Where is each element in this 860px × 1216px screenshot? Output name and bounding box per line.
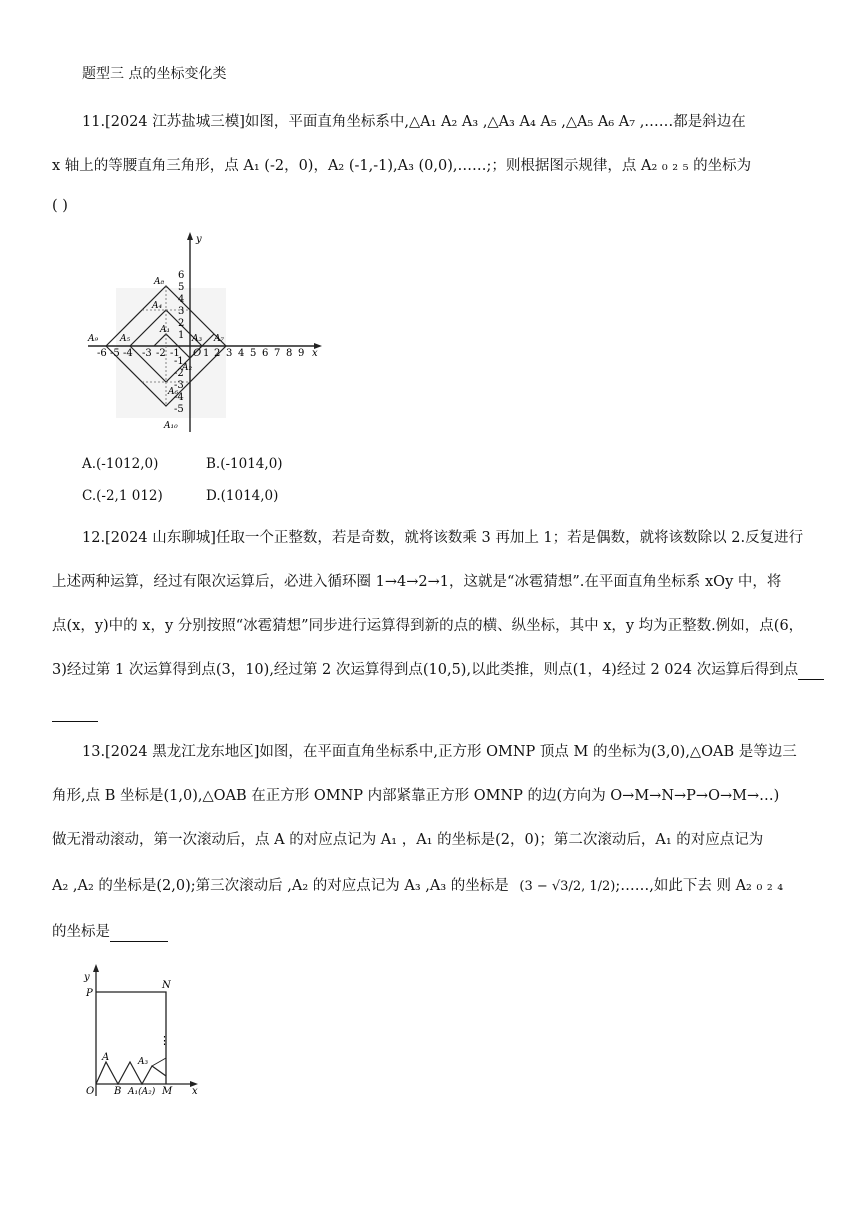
y-tick-label: 6 (178, 270, 185, 281)
q13-a3-formula: (3 − √3/2, 1/2) (519, 879, 616, 894)
triangle-edge (152, 1058, 166, 1066)
point-label: A₁ (160, 325, 171, 335)
q12-answer-blank-part2[interactable] (52, 707, 98, 722)
point-n-label: N (162, 980, 171, 991)
x-axis-label: x (312, 348, 318, 359)
x-tick-label: -5 (110, 348, 120, 359)
x-tick-label: 4 (238, 348, 245, 359)
x-tick-label: 7 (274, 348, 281, 359)
q11-option-a[interactable]: A.(-1012,0) (82, 456, 159, 472)
q13-line-3: 做无滑动滚动，第一次滚动后，点 A 的对应点记为 A₁ ，A₁ 的坐标是(2，0)；第二次滚动后，A₁ 的对应点记为 (52, 832, 764, 848)
point-b-label: B (114, 1086, 122, 1097)
y-tick-label: 1 (178, 330, 185, 341)
q13-line-5 (52, 922, 820, 942)
point-label: A₆ (168, 387, 179, 397)
section-title: 题型三 点的坐标变化类 (82, 66, 227, 82)
point-a-label: A (102, 1052, 110, 1063)
x-tick-label: -2 (156, 348, 166, 359)
q13-line-5-text: 的坐标是 (52, 924, 110, 940)
q13-answer-blank[interactable] (110, 927, 168, 942)
point-p-label: P (86, 988, 93, 999)
q13-line-4-text-a: A₂ ,A₂ 的坐标是(2,0);第三次滚动后 ,A₂ 的对应点记为 A₃ ,A₃ 的坐标是 (52, 878, 509, 894)
q13-line-1: 13.[2024 黑龙江龙东地区]如图，在平面直角坐标系中,正方形 OMNP 顶点 M 的坐标为(3,0),△OAB 是等边三 (82, 744, 797, 760)
y-tick-label: -2 (174, 368, 184, 379)
point-label: A₃ (192, 334, 203, 344)
q13-line-4 (52, 876, 820, 897)
x-tick-label: 6 (262, 348, 269, 359)
point-label: A₅ (120, 334, 131, 344)
y-tick-label: -5 (174, 404, 184, 415)
y-axis-label: y (84, 972, 90, 983)
y-tick-label: 5 (178, 282, 185, 293)
x-tick-label: -4 (123, 348, 133, 359)
q12-line-2: 上述两种运算，经过有限次运算后，必进入循环圈 1→4→2→1，这就是“冰雹猜想”.在平面直角坐标系 xOy 中，将 (52, 574, 782, 590)
y-tick-label: 2 (178, 318, 185, 329)
x-tick-label: -6 (97, 348, 107, 359)
q12-line-4 (52, 660, 820, 680)
point-a1-a2-label: A₁(A₂) (128, 1087, 156, 1097)
q11-answer-bracket: ( ) (52, 198, 68, 214)
y-axis-arrow (93, 964, 99, 972)
origin-label: O (193, 348, 202, 359)
y-axis-label: y (196, 234, 202, 245)
point-m-label: M (162, 1086, 173, 1097)
x-tick-label: 2 (214, 348, 221, 359)
q13-figure (82, 962, 202, 1098)
q13-square-plot (82, 962, 202, 1098)
q11-line-1: 11.[2024 江苏盐城三模]如图，平面直角坐标系中,△A₁ A₂ A₃ ,△A₃ A₄ A₅ ,△A₅ A₆ A₇ ,……都是斜边在 (82, 114, 746, 130)
y-tick-label: 4 (178, 294, 185, 305)
x-tick-label: -1 (170, 348, 180, 359)
q12-line-1: 12.[2024 山东聊城]任取一个正整数，若是奇数，就将该数乘 3 再加上 1；若是偶数，就将该数除以 2.反复进行 (82, 530, 804, 546)
q11-figure (86, 228, 336, 440)
x-tick-label: 3 (226, 348, 233, 359)
point-label: A₇ (214, 334, 225, 344)
x-tick-label: 9 (298, 348, 305, 359)
square-omnp (96, 992, 166, 1084)
point-label: A₁₀ (164, 421, 178, 431)
q11-line-2: x 轴上的等腰直角三角形，点 A₁ (-2，0)，A₂ (-1,-1),A₃ (0,0),……;；则根据图示规律，点 A₂ ₀ ₂ ₅ 的坐标为 (52, 158, 752, 174)
q12-answer-blank-line (52, 702, 820, 722)
y-tick-label: 3 (178, 306, 185, 317)
q13-line-2: 角形,点 B 坐标是(1,0),△OAB 在正方形 OMNP 内部紧靠正方形 OMNP 的边(方向为 O→M→N→P→O→M→…) (52, 788, 780, 804)
x-tick-label: -3 (142, 348, 152, 359)
x-tick-label: 5 (250, 348, 257, 359)
point-label: A₉ (88, 334, 99, 344)
point-a3-label: A₃ (138, 1057, 149, 1067)
point-label: A₈ (154, 277, 165, 287)
rolling-triangles (96, 1062, 166, 1084)
point-label: A₄ (152, 301, 163, 311)
y-tick-label: -1 (174, 356, 184, 367)
continuation-dots: ⋮ (159, 1034, 170, 1047)
y-axis-arrow (187, 232, 193, 240)
q12-answer-blank-part1[interactable] (798, 665, 824, 680)
q11-option-b[interactable]: B.(-1014,0) (206, 456, 283, 472)
q11-coordinate-plot (86, 228, 336, 440)
q12-line-4-text: 3)经过第 1 次运算得到点(3，10),经过第 2 次运算得到点(10,5),以此类推，则点(1，4)经过 2 024 次运算后得到点 (52, 662, 799, 678)
q12-line-3: 点(x，y)中的 x，y 分别按照“冰雹猜想”同步进行运算得到新的点的横、纵坐标，其中 x，y 均为正整数.例如，点(6， (52, 618, 804, 634)
x-axis-label: x (192, 1086, 198, 1097)
origin-label: O (86, 1086, 95, 1097)
point-label: A₂ (182, 363, 193, 373)
q11-option-d[interactable]: D.(1014,0) (206, 488, 279, 504)
x-tick-label: 1 (203, 348, 210, 359)
q11-option-c[interactable]: C.(-2,1 012) (82, 488, 163, 504)
q13-line-4-text-b: ;……,如此下去 则 A₂ ₀ ₂ ₄ (615, 878, 784, 894)
y-tick-label: -4 (174, 392, 184, 403)
y-tick-label: -3 (174, 380, 184, 391)
x-tick-label: 8 (286, 348, 293, 359)
